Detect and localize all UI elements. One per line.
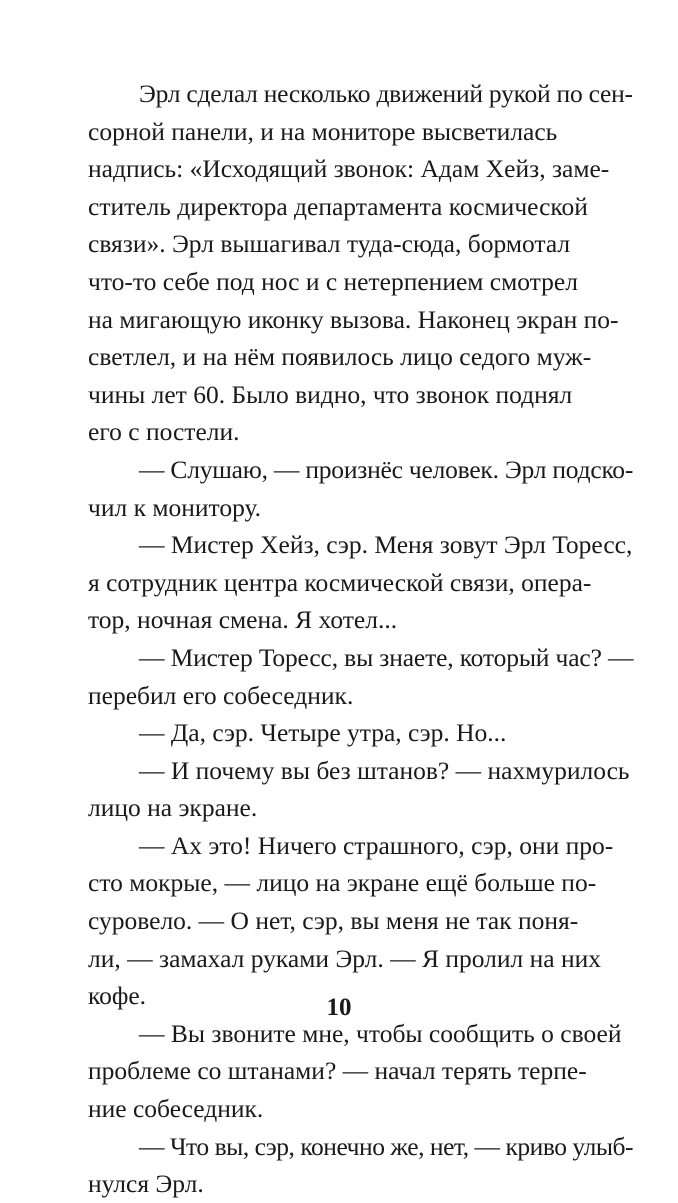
text-line: перебил его собеседник. [88, 680, 354, 710]
text-line: его с постели. [88, 417, 240, 447]
text-line: светлел, и на нём появилось лицо седого муж- [88, 342, 592, 372]
text-line: — Что вы, сэр, конечно же, нет, — криво улыб- [139, 1131, 634, 1161]
text-line: сто мокрые, — лицо на экране ещё больше по- [88, 868, 597, 898]
text-line: связи». Эрл вышагивал туда-сюда, бормотал [88, 229, 571, 259]
text-line: — Ах это! Ничего страшного, сэр, они про- [139, 830, 614, 860]
text-line: — Слушаю, — произнёс человек. Эрл подско- [139, 454, 634, 484]
text-line: чины лет 60. Было видно, что звонок поднял [88, 379, 573, 409]
text-line: нулся Эрл. [88, 1169, 204, 1199]
text-line: сорной панели, и на мониторе высветилась [88, 116, 558, 146]
text-line: надпись: «Исходящий звонок: Адам Хейз, замe- [88, 154, 610, 184]
text-line: чил к монитору. [88, 492, 262, 522]
text-line: лицо на экране. [88, 793, 258, 823]
text-line: — И почему вы без штанов? — нахмурилось [139, 755, 630, 785]
text-line: что-то себе под нос и с нетерпением смотрел [88, 266, 578, 296]
text-line: тор, ночная смена. Я хотел... [88, 605, 398, 635]
text-line: ститель директора департамента космической [88, 191, 588, 221]
text-line: ние собеседник. [88, 1094, 264, 1124]
text-line: — Да, сэр. Четыре утра, сэр. Но... [139, 718, 507, 748]
text-line: — Мистер Торесс, вы знаете, который час? — [139, 642, 634, 672]
text-line: ли, — замахал руками Эрл. — Я пролил на них [88, 943, 602, 973]
text-line: суровело. — О нет, сэр, вы меня не так поня- [88, 906, 579, 936]
text-line: я сотрудник центра космической связи, опера- [88, 567, 592, 597]
text-line: на мигающую иконку вызова. Наконец экран по- [88, 304, 619, 334]
text-line: кофе. [88, 981, 147, 1011]
text-line: — Мистер Хейз, сэр. Меня зовут Эрл Торесс, [139, 530, 633, 560]
text-line: проблеме со штанами? — начал терять терпе- [88, 1056, 587, 1086]
text-line: — Вы звоните мне, чтобы сообщить о своей [139, 1018, 622, 1048]
body-text [88, 75, 633, 1203]
text-line: Эрл сделал несколько движений рукой по сен- [139, 79, 633, 108]
page-number: 10 [326, 994, 352, 1021]
